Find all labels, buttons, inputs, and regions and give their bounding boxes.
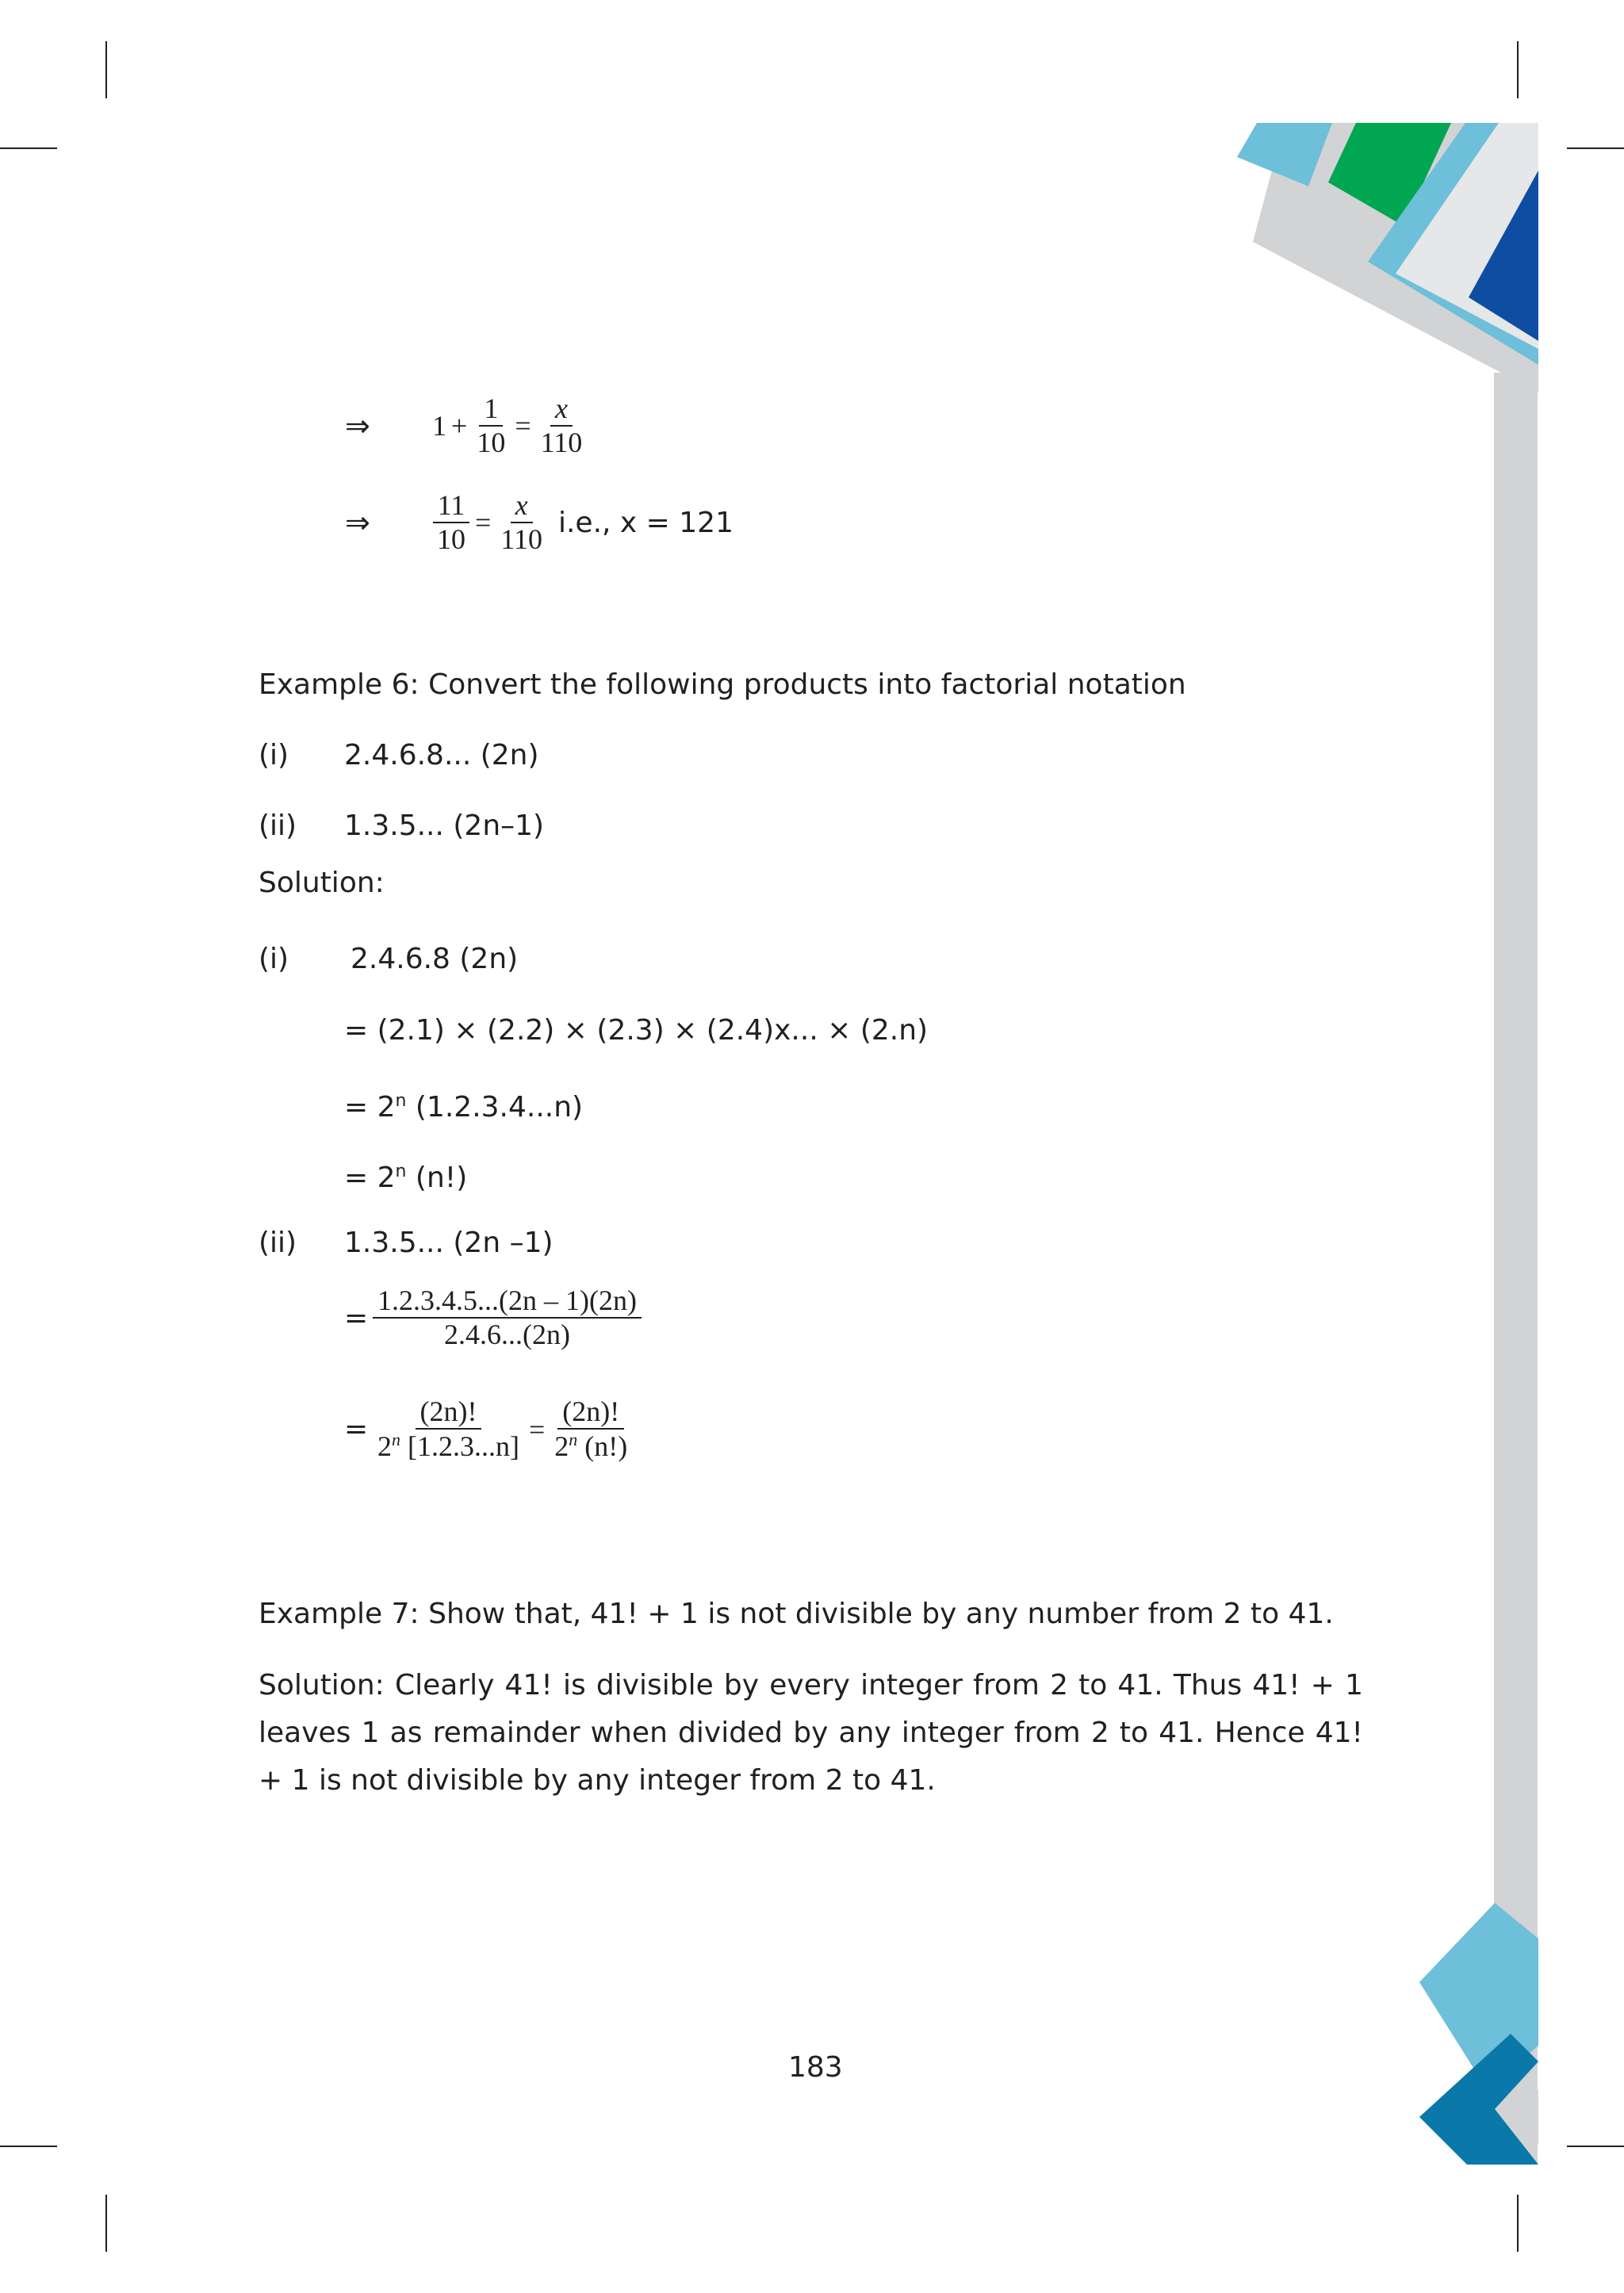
numerator: x <box>550 392 573 427</box>
crop-mark <box>1517 41 1519 98</box>
part-ii-fraction-1 <box>373 1284 642 1352</box>
crop-mark <box>105 41 107 98</box>
part-ii-fraction-2 <box>373 1395 524 1464</box>
numerator: 1 <box>479 392 503 427</box>
exponent: n <box>392 1430 400 1450</box>
crop-mark <box>1517 2195 1519 2252</box>
example7-heading: Example 7: Show that, 41! + 1 is not divisible by any number from 2 to 41. <box>259 1598 1334 1630</box>
denominator <box>373 1430 524 1463</box>
part-i-step-2 <box>344 1082 583 1127</box>
equation-1 <box>345 392 587 460</box>
top-right-decoration <box>1237 123 1546 392</box>
crop-mark <box>0 147 57 149</box>
eq1-fraction-1 <box>472 392 510 460</box>
example6-heading: Example 6: Convert the following products into factorial notation <box>259 668 1186 701</box>
denominator: 110 <box>500 523 542 556</box>
crop-mark <box>1567 147 1624 149</box>
den-text: 2 <box>377 1430 392 1463</box>
part-ii-equation-1 <box>344 1284 642 1352</box>
part-i-label: (i) <box>259 943 289 975</box>
den-text: [1.2.3...n] <box>400 1430 519 1463</box>
numerator: (2n)! <box>416 1395 482 1430</box>
den-text: 2 <box>554 1430 569 1463</box>
exponent: n <box>569 1430 578 1450</box>
numerator: x <box>511 489 533 523</box>
eq1-one: 1 <box>432 410 446 442</box>
numerator: 11 <box>433 489 470 523</box>
part-ii-equation-2 <box>344 1395 632 1464</box>
part-i-step-3 <box>344 1153 467 1197</box>
example6-item-label: (ii) <box>259 810 297 842</box>
equation-2 <box>345 489 733 557</box>
example7-solution: Solution: Clearly 41! is divisible by every integer from 2 to 41. Thus 41! + 1 leaves 1 as remainder when divided by any integer from 2 to 41. Hence 41! + 1 is not divisible by any integer from 2 to 41. <box>259 1669 1363 1797</box>
crop-mark <box>1567 2146 1624 2147</box>
eq2-fraction-2 <box>496 489 547 557</box>
eq1-equals: = <box>515 410 531 442</box>
denominator: 2.4.6...(2n) <box>443 1319 570 1351</box>
step-text: (1.2.3.4...n) <box>406 1091 584 1124</box>
step-text: = 2 <box>344 1091 396 1124</box>
example6-item-label: (i) <box>259 739 289 771</box>
part-ii-label: (ii) <box>259 1227 297 1259</box>
eq2-equals: = <box>475 507 492 539</box>
page-number: 183 <box>788 2051 843 2084</box>
part-ii-fraction-3 <box>550 1395 632 1464</box>
den-text: (n!) <box>577 1430 628 1463</box>
step-text: = 2 <box>344 1162 396 1194</box>
eq2-tail: i.e., x = 121 <box>557 506 733 539</box>
exponent: n <box>395 1162 407 1181</box>
decorative-side-strip <box>1494 373 1538 2165</box>
eq1-fraction-2 <box>536 392 588 460</box>
crop-mark <box>0 2146 57 2147</box>
solution-label: Solution: <box>259 867 385 899</box>
equals-sign: = <box>344 1301 369 1334</box>
denominator: 10 <box>477 427 506 459</box>
implies-arrow: ⇒ <box>345 408 370 444</box>
example6-item-text: 2.4.6.8... (2n) <box>344 739 539 771</box>
eq1-plus: + <box>451 410 468 442</box>
crop-mark <box>105 2195 107 2252</box>
implies-arrow: ⇒ <box>345 505 370 541</box>
bottom-right-decoration <box>1419 1903 1538 2172</box>
equals-sign: = <box>528 1413 546 1445</box>
eq2-fraction-1 <box>432 489 470 557</box>
numerator: (2n)! <box>557 1395 624 1430</box>
denominator: 110 <box>540 427 583 459</box>
example6-item-text: 1.3.5... (2n–1) <box>344 810 545 842</box>
part-ii-text: 1.3.5... (2n –1) <box>344 1227 553 1259</box>
part-i-step-1: = (2.1) × (2.2) × (2.3) × (2.4)x... × (2.n) <box>344 1014 929 1047</box>
equals-sign: = <box>344 1413 369 1446</box>
part-i-text: 2.4.6.8 (2n) <box>350 943 519 975</box>
step-text: (n!) <box>406 1162 468 1194</box>
denominator <box>550 1430 632 1463</box>
exponent: n <box>395 1091 407 1111</box>
denominator: 10 <box>437 523 465 556</box>
numerator: 1.2.3.4.5...(2n – 1)(2n) <box>373 1284 642 1319</box>
